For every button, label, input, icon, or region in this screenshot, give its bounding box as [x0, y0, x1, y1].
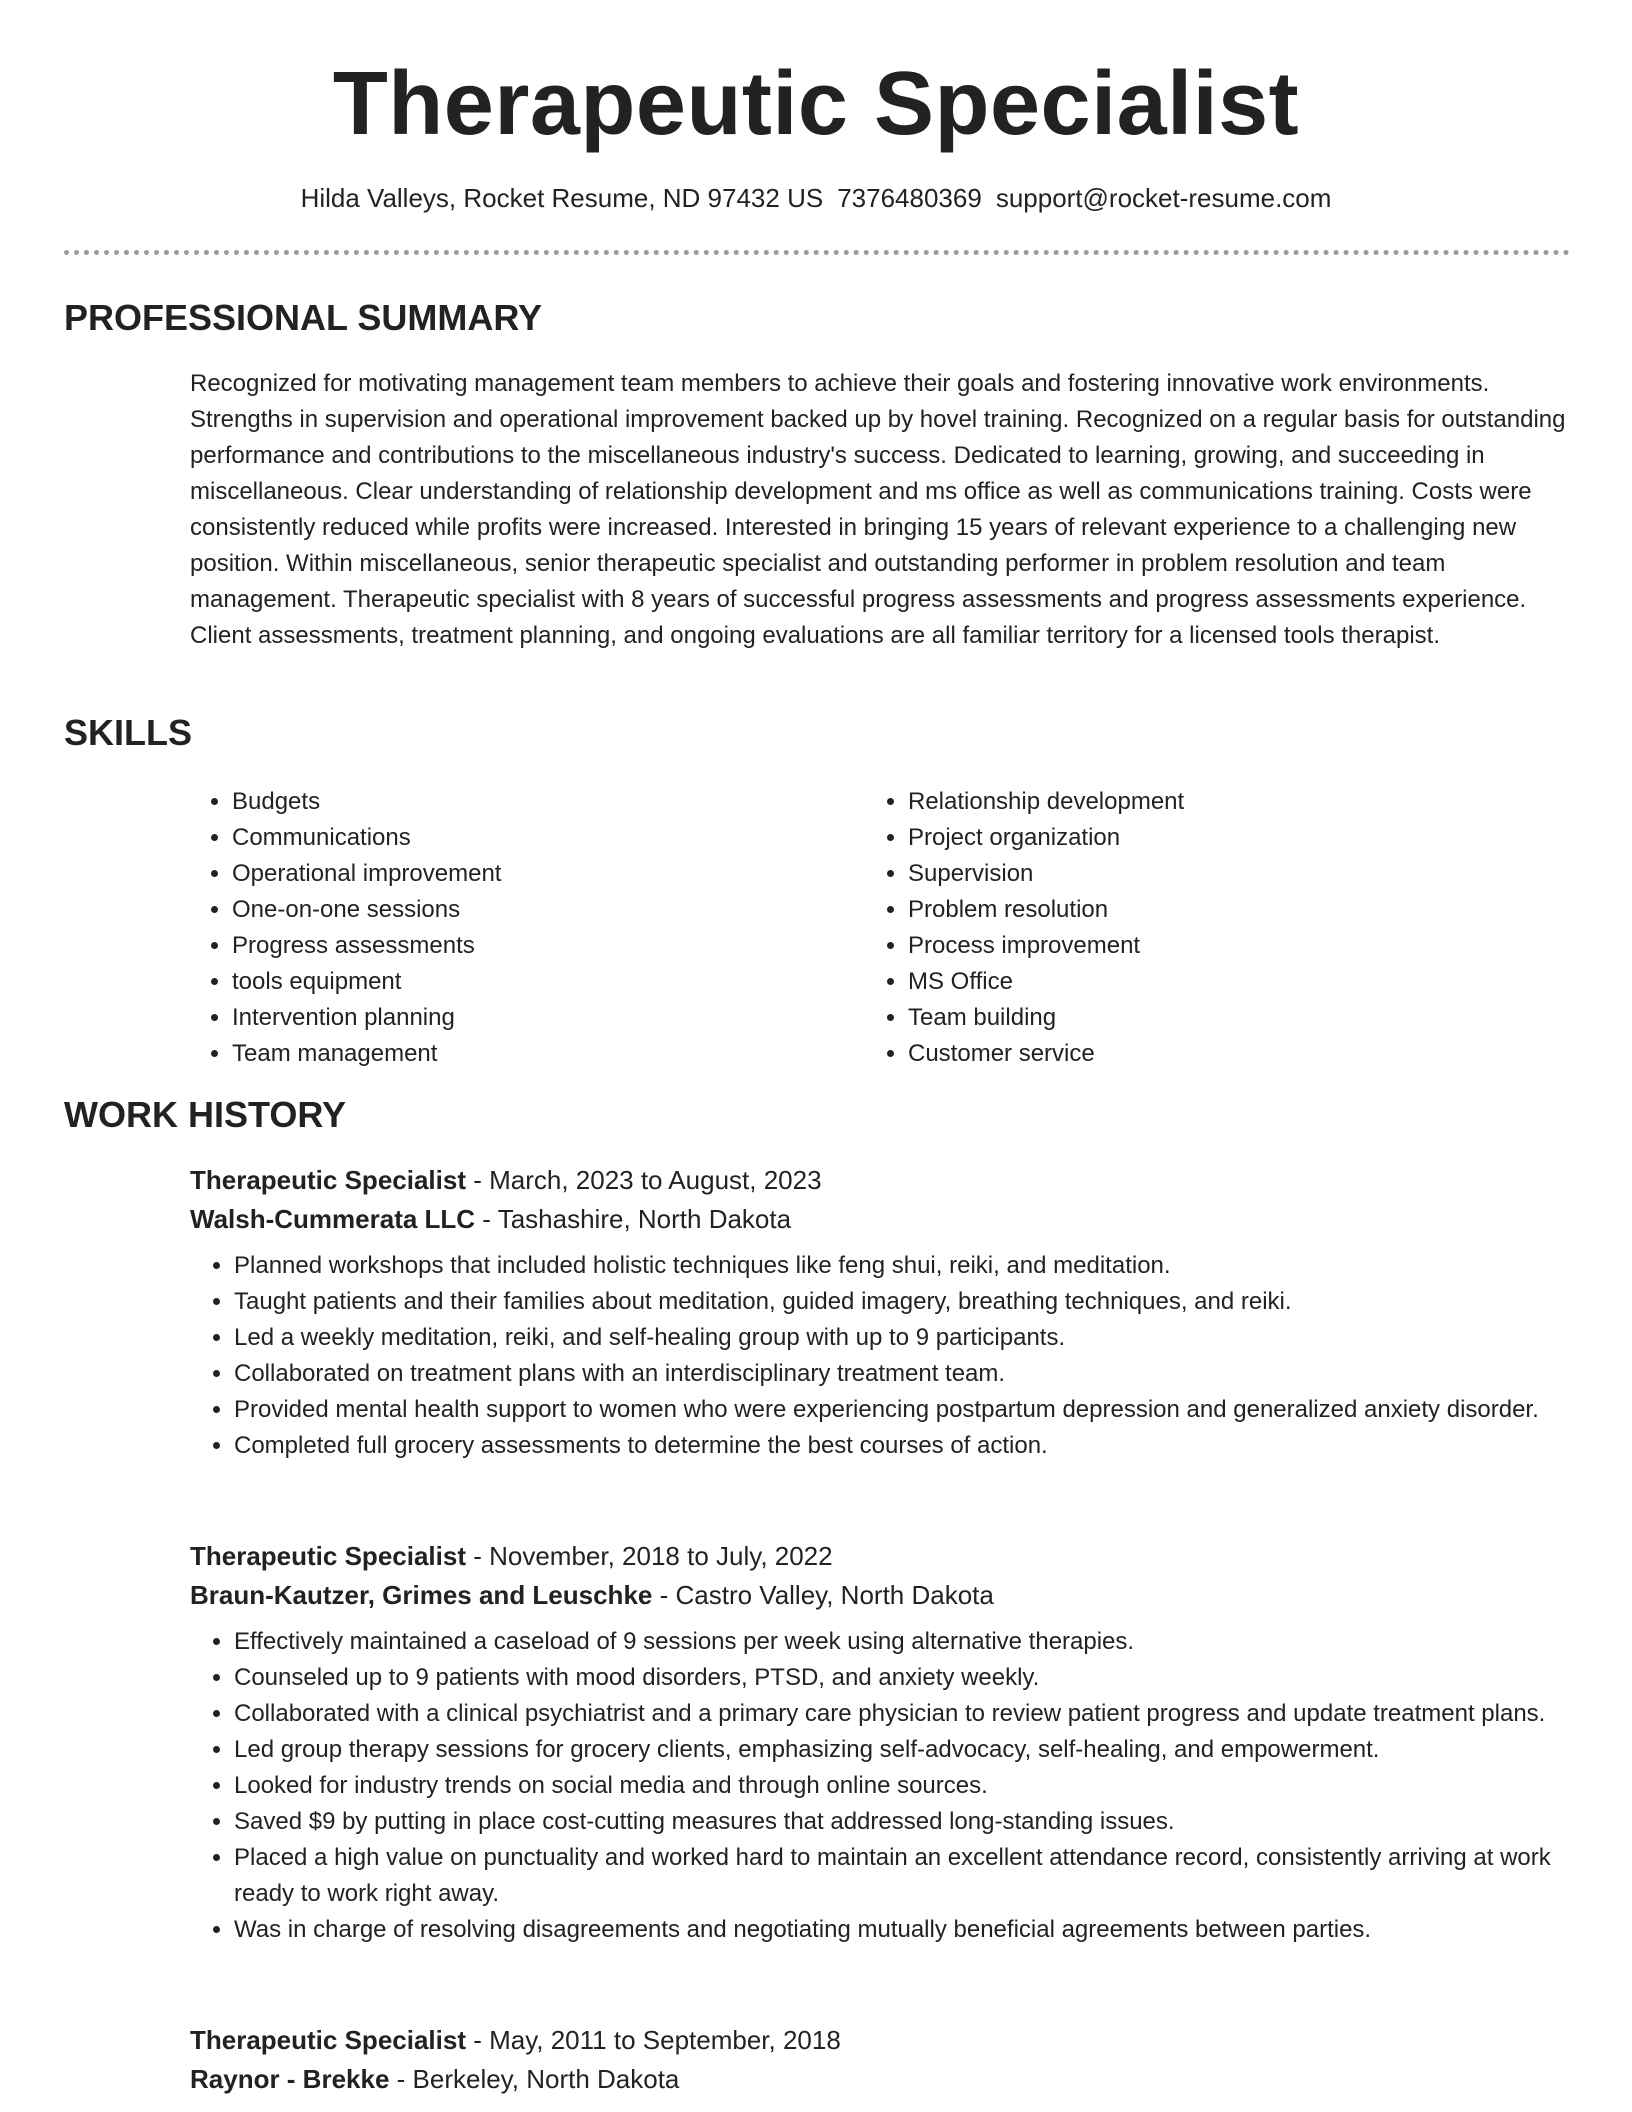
job-bullets: [190, 1624, 1614, 1948]
skill-item: • Team building: [908, 1000, 1528, 1036]
job-title-line: [190, 1536, 833, 1576]
job-title-line: [190, 2020, 841, 2060]
list-item: • Led group therapy sessions for grocery clients, emphasizing self-advocacy, self-healing, and empowerment.: [234, 1732, 1614, 1768]
job-title: Therapeutic Specialist: [190, 1541, 466, 1571]
list-item: • Saved $9 by putting in place cost-cutting measures that addressed long-standing issues.: [234, 1804, 1614, 1840]
job-location: - Tashashire, North Dakota: [475, 1204, 792, 1234]
section-title-summary: PROFESSIONAL SUMMARY: [64, 297, 543, 338]
job-location: - Castro Valley, North Dakota: [652, 1580, 994, 1610]
skill-item: • Customer service: [908, 1036, 1528, 1072]
job-title-line: [190, 1160, 822, 1200]
skill-item: • One-on-one sessions: [232, 892, 852, 928]
job-dates: - May, 2011 to September, 2018: [465, 2025, 841, 2055]
job-dates: - November, 2018 to July, 2022: [465, 1541, 833, 1571]
resume-name: Therapeutic Specialist: [332, 54, 1300, 154]
list-item: • Looked for industry trends on social media and through online sources.: [234, 1768, 1614, 1804]
skill-item: • tools equipment: [232, 964, 852, 1000]
skill-item: • Team management: [232, 1036, 852, 1072]
job-company-line: [190, 1575, 994, 1615]
skill-item: • Process improvement: [908, 928, 1528, 964]
skill-item: • Progress assessments: [232, 928, 852, 964]
contact-line: [0, 181, 1632, 215]
skills-list-left: [188, 784, 852, 1072]
list-item: • Was in charge of resolving disagreements and negotiating mutually beneficial agreements between parties.: [234, 1912, 1614, 1948]
skill-item: • MS Office: [908, 964, 1528, 1000]
list-item: • Collaborated on treatment plans with an interdisciplinary treatment team.: [234, 1356, 1614, 1392]
contact-phone: 7376480369: [837, 183, 982, 213]
skill-item: • Supervision: [908, 856, 1528, 892]
list-item: • Led a weekly meditation, reiki, and self-healing group with up to 9 participants.: [234, 1320, 1614, 1356]
summary-text: Recognized for motivating management team members to achieve their goals and fostering innovative work environments. Strengths in supervision and operational improvement backed up by hovel training. Recognized on a regular basis for outstanding performance and contributions to the miscellaneous industry's success. Dedicated to learning, growing, and succeeding in miscellaneous. Clear understanding of relationship development and ms office as well as communications training. Costs were consistently reduced while profits were increased. Interested in bringing 15 years of relevant experience to a challenging new position. Within miscellaneous, senior therapeutic specialist and outstanding performer in problem resolution and team management. Therapeutic specialist with 8 years of successful progress assessments and progress assessments experience. Client assessments, treatment planning, and ongoing evaluations are all familiar territory for a licensed tools therapist.: [190, 370, 1566, 649]
job-dates: - March, 2023 to August, 2023: [465, 1165, 822, 1195]
job-title: Therapeutic Specialist: [190, 2025, 466, 2055]
job-bullets: [190, 1248, 1614, 1464]
header-divider: [64, 250, 1570, 255]
skill-item: • Operational improvement: [232, 856, 852, 892]
list-item: • Counseled up to 9 patients with mood disorders, PTSD, and anxiety weekly.: [234, 1660, 1614, 1696]
skill-item: • Project organization: [908, 820, 1528, 856]
skill-item: • Communications: [232, 820, 852, 856]
job-location: - Berkeley, North Dakota: [389, 2064, 680, 2094]
list-item: • Completed full grocery assessments to determine the best courses of action.: [234, 1428, 1614, 1464]
list-item: • Provided mental health support to women who were experiencing postpartum depression and generalized anxiety disorder.: [234, 1392, 1614, 1428]
skill-item: • Intervention planning: [232, 1000, 852, 1036]
skill-item: • Relationship development: [908, 784, 1528, 820]
job-company: Raynor - Brekke: [190, 2064, 390, 2094]
skills-list-right: [864, 784, 1528, 1072]
list-item: • Effectively maintained a caseload of 9 sessions per week using alternative therapies.: [234, 1624, 1614, 1660]
list-item: • Taught patients and their families about meditation, guided imagery, breathing techniques, and reiki.: [234, 1284, 1614, 1320]
contact-address: Hilda Valleys, Rocket Resume, ND 97432 US: [300, 183, 824, 213]
skill-item: • Problem resolution: [908, 892, 1528, 928]
job-company: Walsh-Cummerata LLC: [190, 1204, 476, 1234]
list-item: • Collaborated with a clinical psychiatrist and a primary care physician to review patient progress and update treatment plans.: [234, 1696, 1614, 1732]
skill-item: • Budgets: [232, 784, 852, 820]
list-item: • Planned workshops that included holistic techniques like feng shui, reiki, and meditation.: [234, 1248, 1614, 1284]
job-company: Braun-Kautzer, Grimes and Leuschke: [190, 1580, 653, 1610]
section-title-work-history: WORK HISTORY: [64, 1094, 347, 1135]
contact-email: support@rocket-resume.com: [995, 183, 1332, 213]
list-item: • Placed a high value on punctuality and worked hard to maintain an excellent attendance record, consistently arriving at work ready to work right away.: [234, 1840, 1614, 1912]
job-company-line: [190, 2059, 679, 2099]
job-company-line: [190, 1199, 791, 1239]
section-title-skills: SKILLS: [64, 712, 193, 753]
job-title: Therapeutic Specialist: [190, 1165, 466, 1195]
